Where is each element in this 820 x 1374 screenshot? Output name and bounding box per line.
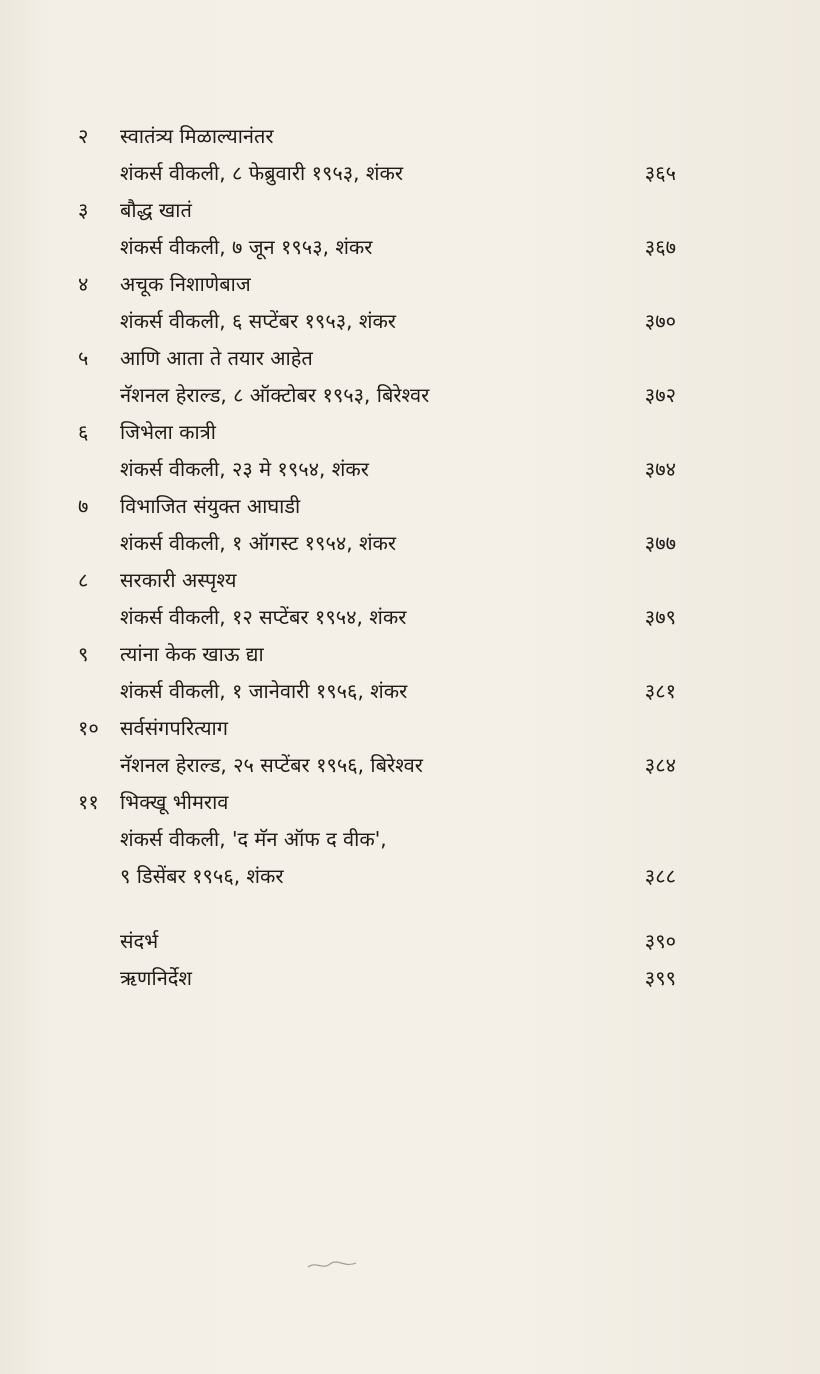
- toc-entry-last: [0, 784, 820, 895]
- entry-page: ३८८: [644, 864, 676, 888]
- toc-entry: [0, 488, 820, 562]
- entry-source: शंकर्स वीकली, ८ फेब्रुवारी १९५३, शंकर: [120, 161, 404, 185]
- entry-title: भिक्खू भीमराव: [120, 790, 229, 814]
- entry-title: स्वातंत्र्य मिळाल्यानंतर: [120, 124, 274, 148]
- toc-entry: [0, 266, 820, 340]
- entry-source: शंकर्स वीकली, १ जानेवारी १९५६, शंकर: [120, 679, 408, 703]
- toc-entry: [0, 192, 820, 266]
- entry-title: आणि आता ते तयार आहेत: [120, 346, 313, 370]
- entry-page: ३८१: [644, 679, 676, 703]
- entry-title: अचूक निशाणेबाज: [120, 272, 251, 296]
- entry-source-line2: ९ डिसेंबर १९५६, शंकर: [120, 864, 284, 888]
- entry-number: ३: [78, 198, 89, 222]
- table-of-contents: [0, 118, 820, 997]
- entry-source: शंकर्स वीकली, ७ जून १९५३, शंकर: [120, 235, 373, 259]
- entry-number: ५: [78, 346, 89, 370]
- entry-source: नॅशनल हेराल्ड, २५ सप्टेंबर १९५६, बिरेश्वर: [120, 753, 423, 777]
- entry-number: ९: [78, 642, 89, 666]
- entry-title: सरकारी अस्पृश्य: [120, 568, 237, 592]
- ornament-icon: [304, 1258, 364, 1272]
- entry-page: ३६७: [644, 235, 676, 259]
- toc-entry: [0, 710, 820, 784]
- entry-source-line1: शंकर्स वीकली, 'द मॅन ऑफ द वीक',: [120, 827, 387, 851]
- back-matter-page: ३९०: [644, 929, 676, 953]
- entry-source: शंकर्स वीकली, १ ऑगस्ट १९५४, शंकर: [120, 531, 397, 555]
- entry-title: विभाजित संयुक्त आघाडी: [120, 494, 301, 518]
- entry-page: ३७९: [644, 605, 676, 629]
- toc-entry: [0, 414, 820, 488]
- back-matter-page: ३९९: [644, 966, 676, 990]
- entry-page: ३६५: [644, 161, 676, 185]
- toc-entry: [0, 636, 820, 710]
- entry-number: ८: [78, 568, 89, 592]
- back-matter-title: संदर्भ: [120, 929, 159, 953]
- entry-source: शंकर्स वीकली, ६ सप्टेंबर १९५३, शंकर: [120, 309, 396, 333]
- entry-source: नॅशनल हेराल्ड, ८ ऑक्टोबर १९५३, बिरेश्वर: [120, 383, 430, 407]
- entry-page: ३७२: [644, 383, 676, 407]
- entry-number: १०: [78, 716, 99, 740]
- entry-page: ३८४: [644, 753, 676, 777]
- entry-title: जिभेला कात्री: [120, 420, 216, 444]
- back-matter: [0, 923, 820, 997]
- toc-entry: [0, 340, 820, 414]
- toc-entry: [0, 118, 820, 192]
- entry-page: ३७४: [644, 457, 676, 481]
- ornament-mark: [304, 1258, 364, 1272]
- entry-number: ४: [78, 272, 89, 296]
- entry-title: बौद्ध खातं: [120, 198, 192, 222]
- entry-title: त्यांना केक खाऊ द्या: [120, 642, 264, 666]
- entry-number: ११: [78, 790, 99, 814]
- back-matter-title: ऋणनिर्देश: [120, 966, 193, 990]
- entry-source: शंकर्स वीकली, २३ मे १९५४, शंकर: [120, 457, 369, 481]
- toc-entry: [0, 562, 820, 636]
- entry-page: ३७७: [644, 531, 676, 555]
- entry-source: शंकर्स वीकली, १२ सप्टेंबर १९५४, शंकर: [120, 605, 407, 629]
- entry-title: सर्वसंगपरित्याग: [120, 716, 228, 740]
- entry-number: २: [78, 124, 89, 148]
- entry-page: ३७०: [644, 309, 676, 333]
- entry-number: ६: [78, 420, 89, 444]
- entry-number: ७: [78, 494, 89, 518]
